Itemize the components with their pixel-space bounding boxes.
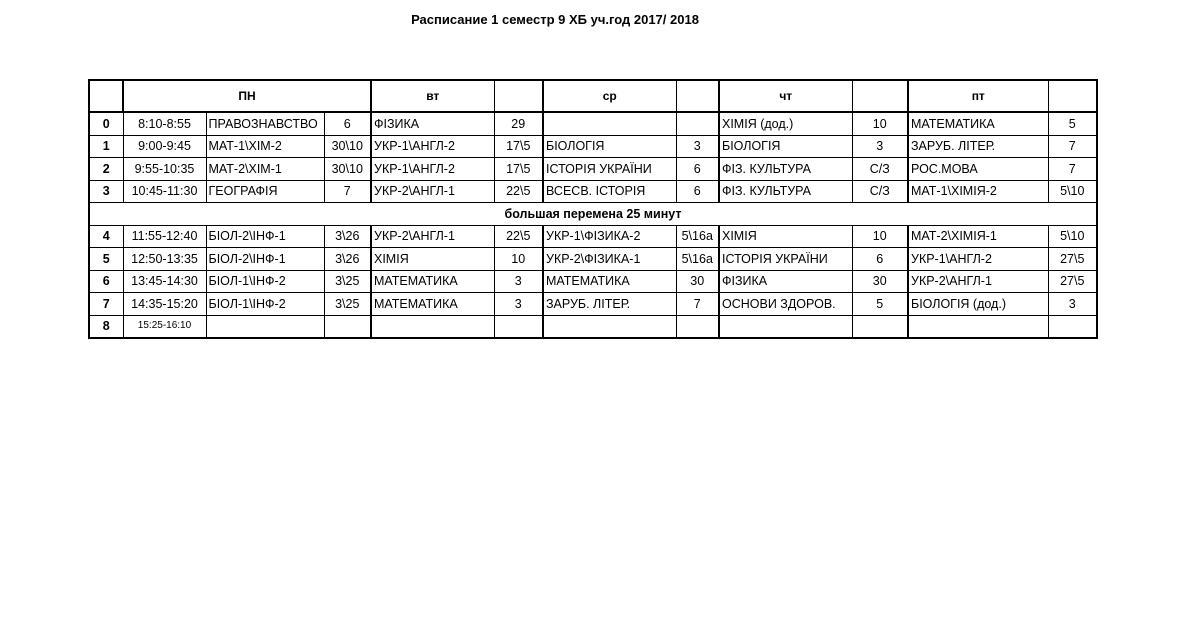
- lesson-number: 3: [89, 180, 123, 203]
- subject-cell: ФІЗ. КУЛЬТУРА: [719, 158, 852, 181]
- subject-cell: ІСТОРІЯ УКРАЇНИ: [543, 158, 676, 181]
- subject-cell: МАТ-2\ХІМ-1: [206, 158, 324, 181]
- room-cell: 3: [494, 270, 543, 293]
- room-cell: 22\5: [494, 180, 543, 203]
- room-cell: 3\25: [324, 293, 371, 316]
- lesson-number: 2: [89, 158, 123, 181]
- room-cell: 3: [494, 293, 543, 316]
- subject-cell: БІОЛОГІЯ: [719, 135, 852, 158]
- lesson-time: 13:45-14:30: [123, 270, 206, 293]
- break-label: большая перемена 25 минут: [89, 203, 1097, 226]
- room-cell: 17\5: [494, 158, 543, 181]
- room-cell: 7: [676, 293, 719, 316]
- subject-cell: УКР-1\АНГЛ-2: [371, 158, 494, 181]
- room-cell: 6: [676, 158, 719, 181]
- room-cell: [676, 112, 719, 135]
- subject-cell: УКР-2\АНГЛ-1: [908, 270, 1048, 293]
- lesson-time: 9:55-10:35: [123, 158, 206, 181]
- room-cell: 10: [852, 112, 908, 135]
- room-cell: 5\16а: [676, 248, 719, 271]
- room-cell: 7: [1048, 135, 1097, 158]
- subject-cell: МАТ-1\ХІМІЯ-2: [908, 180, 1048, 203]
- subject-cell: БІОЛ-2\ІНФ-1: [206, 225, 324, 248]
- subject-cell: МАТ-1\ХІМ-2: [206, 135, 324, 158]
- room-cell: 3\25: [324, 270, 371, 293]
- room-cell: 3\26: [324, 248, 371, 271]
- schedule-row: [89, 135, 1097, 158]
- subject-cell: МАТЕМАТИКА: [908, 112, 1048, 135]
- corner-cell: [89, 80, 123, 112]
- subject-cell: ХІМІЯ: [719, 225, 852, 248]
- schedule-row: [89, 270, 1097, 293]
- subject-cell: МАТЕМАТИКА: [371, 293, 494, 316]
- lesson-number: 6: [89, 270, 123, 293]
- subject-cell: БІОЛОГІЯ (дод.): [908, 293, 1048, 316]
- room-cell: 7: [324, 180, 371, 203]
- day-header-room: [494, 80, 543, 112]
- room-cell: 6: [852, 248, 908, 271]
- schedule-row: [89, 158, 1097, 181]
- room-cell: 5\16а: [676, 225, 719, 248]
- subject-cell: МАТЕМАТИКА: [543, 270, 676, 293]
- subject-cell: МАТЕМАТИКА: [371, 270, 494, 293]
- subject-cell: УКР-1\АНГЛ-2: [908, 248, 1048, 271]
- room-cell: [852, 315, 908, 338]
- subject-cell: ЗАРУБ. ЛІТЕР.: [908, 135, 1048, 158]
- day-header: ПН: [123, 80, 371, 112]
- subject-cell: [908, 315, 1048, 338]
- room-cell: 30\10: [324, 158, 371, 181]
- lesson-time: 8:10-8:55: [123, 112, 206, 135]
- day-header-room: [852, 80, 908, 112]
- schedule-table: [88, 79, 1098, 339]
- subject-cell: ОСНОВИ ЗДОРОВ.: [719, 293, 852, 316]
- day-header: вт: [371, 80, 494, 112]
- room-cell: 10: [852, 225, 908, 248]
- day-header: пт: [908, 80, 1048, 112]
- room-cell: 29: [494, 112, 543, 135]
- subject-cell: [543, 112, 676, 135]
- subject-cell: БІОЛОГІЯ: [543, 135, 676, 158]
- subject-cell: ФІЗИКА: [719, 270, 852, 293]
- subject-cell: БІОЛ-2\ІНФ-1: [206, 248, 324, 271]
- subject-cell: [206, 315, 324, 338]
- subject-cell: [719, 315, 852, 338]
- day-header-room: [1048, 80, 1097, 112]
- room-cell: [494, 315, 543, 338]
- room-cell: 3\26: [324, 225, 371, 248]
- subject-cell: [371, 315, 494, 338]
- lesson-number: 7: [89, 293, 123, 316]
- room-cell: С/З: [852, 158, 908, 181]
- subject-cell: БІОЛ-1\ІНФ-2: [206, 293, 324, 316]
- room-cell: С/З: [852, 180, 908, 203]
- schedule-row: [89, 112, 1097, 135]
- lesson-time: 11:55-12:40: [123, 225, 206, 248]
- lesson-time: 10:45-11:30: [123, 180, 206, 203]
- subject-cell: ПРАВОЗНАВСТВО: [206, 112, 324, 135]
- lesson-number: 8: [89, 315, 123, 338]
- subject-cell: УКР-2\АНГЛ-1: [371, 225, 494, 248]
- room-cell: 5\10: [1048, 180, 1097, 203]
- subject-cell: ХІМІЯ: [371, 248, 494, 271]
- subject-cell: УКР-2\АНГЛ-1: [371, 180, 494, 203]
- schedule-row: [89, 180, 1097, 203]
- schedule-row: [89, 293, 1097, 316]
- page-title: Расписание 1 семестр 9 ХБ уч.год 2017/ 2018: [411, 12, 699, 27]
- subject-cell: УКР-1\ФІЗИКА-2: [543, 225, 676, 248]
- room-cell: 3: [676, 135, 719, 158]
- header-row: [89, 80, 1097, 112]
- room-cell: 22\5: [494, 225, 543, 248]
- room-cell: 10: [494, 248, 543, 271]
- schedule-row: [89, 315, 1097, 338]
- lesson-time: 9:00-9:45: [123, 135, 206, 158]
- day-header-room: [676, 80, 719, 112]
- room-cell: 30\10: [324, 135, 371, 158]
- subject-cell: УКР-2\ФІЗИКА-1: [543, 248, 676, 271]
- room-cell: 17\5: [494, 135, 543, 158]
- schedule-row: [89, 225, 1097, 248]
- lesson-number: 0: [89, 112, 123, 135]
- day-header: чт: [719, 80, 852, 112]
- subject-cell: ГЕОГРАФІЯ: [206, 180, 324, 203]
- subject-cell: РОС.МОВА: [908, 158, 1048, 181]
- lesson-number: 1: [89, 135, 123, 158]
- room-cell: 6: [324, 112, 371, 135]
- room-cell: 27\5: [1048, 248, 1097, 271]
- subject-cell: ФІЗИКА: [371, 112, 494, 135]
- room-cell: 30: [852, 270, 908, 293]
- room-cell: 5\10: [1048, 225, 1097, 248]
- room-cell: 3: [1048, 293, 1097, 316]
- room-cell: 6: [676, 180, 719, 203]
- room-cell: 5: [852, 293, 908, 316]
- day-header: ср: [543, 80, 676, 112]
- lesson-time: 15:25-16:10: [123, 315, 206, 338]
- room-cell: 5: [1048, 112, 1097, 135]
- subject-cell: БІОЛ-1\ІНФ-2: [206, 270, 324, 293]
- subject-cell: [543, 315, 676, 338]
- room-cell: [676, 315, 719, 338]
- lesson-time: 12:50-13:35: [123, 248, 206, 271]
- subject-cell: ЗАРУБ. ЛІТЕР.: [543, 293, 676, 316]
- subject-cell: ХІМІЯ (дод.): [719, 112, 852, 135]
- subject-cell: ФІЗ. КУЛЬТУРА: [719, 180, 852, 203]
- room-cell: 30: [676, 270, 719, 293]
- room-cell: [1048, 315, 1097, 338]
- subject-cell: МАТ-2\ХІМІЯ-1: [908, 225, 1048, 248]
- lesson-number: 5: [89, 248, 123, 271]
- room-cell: 3: [852, 135, 908, 158]
- room-cell: [324, 315, 371, 338]
- subject-cell: ІСТОРІЯ УКРАЇНИ: [719, 248, 852, 271]
- lesson-time: 14:35-15:20: [123, 293, 206, 316]
- schedule-row: [89, 248, 1097, 271]
- subject-cell: УКР-1\АНГЛ-2: [371, 135, 494, 158]
- room-cell: 7: [1048, 158, 1097, 181]
- lesson-number: 4: [89, 225, 123, 248]
- subject-cell: ВСЕСВ. ІСТОРІЯ: [543, 180, 676, 203]
- break-row: [89, 203, 1097, 226]
- room-cell: 27\5: [1048, 270, 1097, 293]
